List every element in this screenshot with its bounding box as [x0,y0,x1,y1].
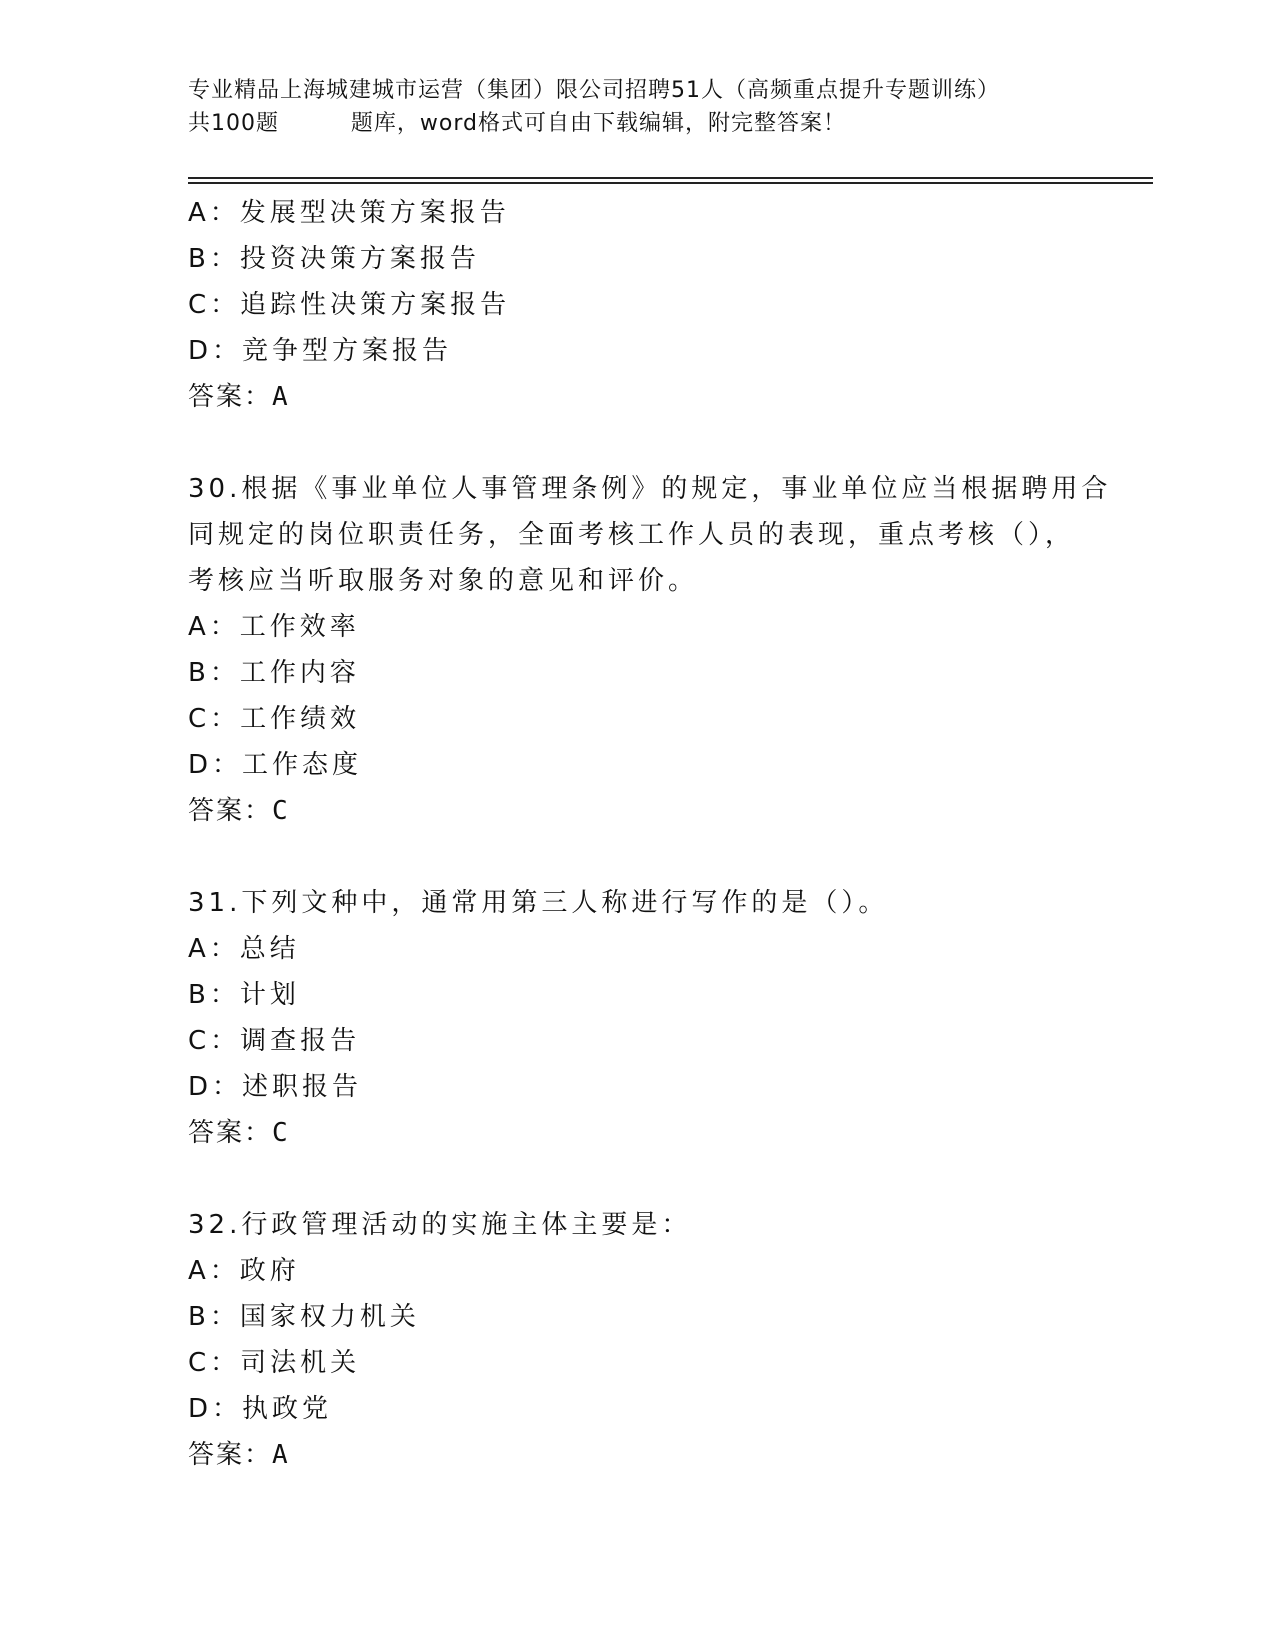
question-31 [188,880,1148,1156]
header-divider-top [188,177,1153,179]
option-a: A：政府 [188,1256,300,1286]
answer-label: 答案： [188,796,273,826]
option-d: D：工作态度 [188,750,363,780]
answer-label: 答案： [188,1118,273,1148]
option-a: A：发展型决策方案报告 [188,198,510,228]
header-title-line: 专业精品上海城建城市运营（集团）限公司招聘51人（高频重点提升专题训练） [188,78,1000,103]
option-d: D：执政党 [188,1394,333,1424]
answer-value: C [272,796,290,826]
option-b: B：工作内容 [188,658,360,688]
option-b: B：投资决策方案报告 [188,244,480,274]
option-c: C：追踪性决策方案报告 [188,290,511,320]
question-list [188,190,1148,1478]
header-divider-bottom [188,182,1153,184]
answer-value: A [272,1440,290,1470]
option-c: C：调查报告 [188,1026,361,1056]
question-text-line: 同规定的岗位职责任务，全面考核工作人员的表现，重点考核（）， [188,520,1076,550]
question-29 [188,190,1148,420]
option-b: B：国家权力机关 [188,1302,420,1332]
question-32 [188,1202,1148,1478]
document-header [188,74,1148,140]
answer-line [188,1110,1148,1156]
option-b: B：计划 [188,980,300,1010]
answer-line [188,374,1148,420]
question-text-line: 30.根据《事业单位人事管理条例》的规定，事业单位应当根据聘用合 [188,474,1112,504]
option-d: D：竞争型方案报告 [188,336,453,366]
answer-label: 答案： [188,1440,273,1470]
question-30 [188,466,1148,834]
answer-value: A [272,382,290,412]
answer-value: C [272,1118,290,1148]
option-d: D：述职报告 [188,1072,363,1102]
option-a: A：工作效率 [188,612,360,642]
option-c: C：工作绩效 [188,704,361,734]
question-text-line: 32.行政管理活动的实施主体主要是： [188,1210,692,1240]
answer-line [188,1432,1148,1478]
header-subtitle-line: 共100题 题库，word格式可自由下载编辑，附完整答案！ [188,111,847,136]
question-text-line: 考核应当听取服务对象的意见和评价。 [188,566,699,596]
answer-label: 答案： [188,382,273,412]
answer-line [188,788,1148,834]
option-c: C：司法机关 [188,1348,361,1378]
option-a: A：总结 [188,934,300,964]
question-text-line: 31.下列文种中，通常用第三人称进行写作的是（）。 [188,888,889,918]
